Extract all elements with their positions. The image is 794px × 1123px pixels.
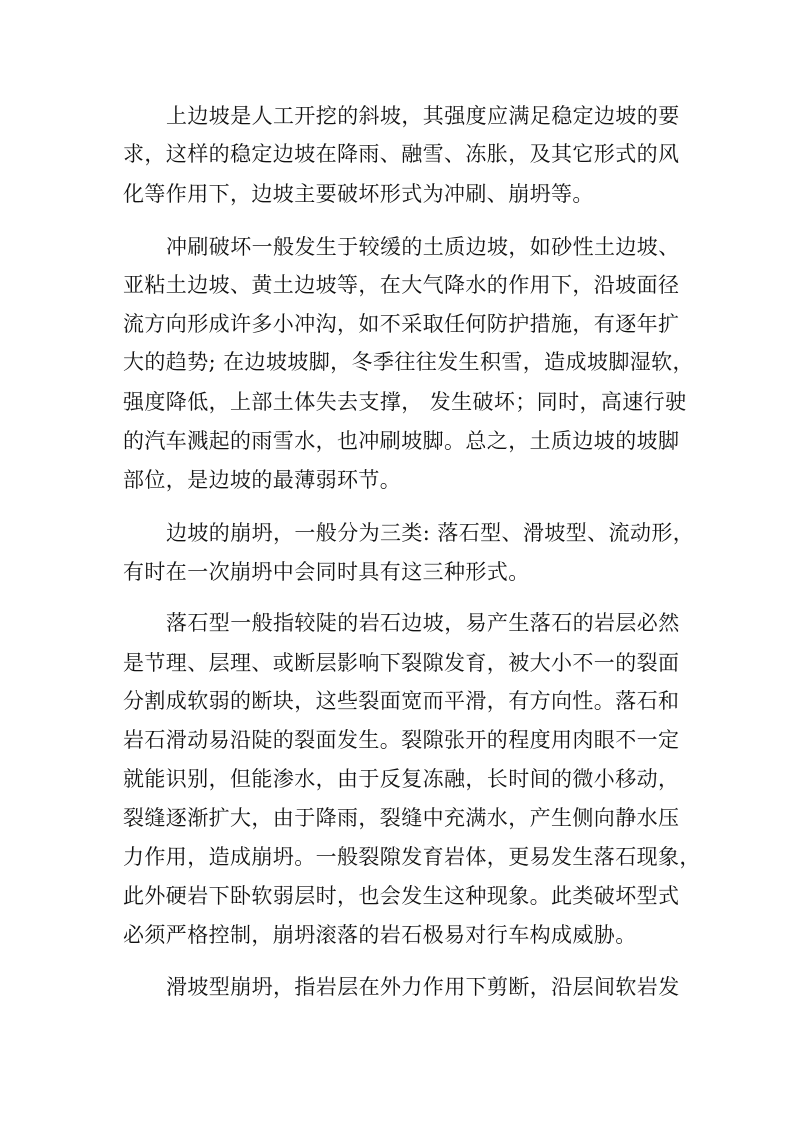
- text-line: 强度降低，上部土体失去支撑， 发生破坏；同时，高速行驶: [123, 390, 687, 414]
- text-line: 边坡的崩坍，一般分为三类: 落石型、滑坡型、流动形，: [166, 521, 695, 545]
- text-line: 化等作用下，边坡主要破坏形式为冲刷、崩坍等。: [123, 182, 594, 206]
- text-line: 求，这样的稳定边坡在降雨、融雪、冻胀，及其它形式的风: [123, 142, 680, 166]
- text-line: 落石型一般指较陡的岩石边坡，易产生落石的岩层必然: [166, 611, 680, 635]
- text-line: 此外硬岩下卧软弱层时，也会发生这种现象。此类破坏型式: [123, 884, 680, 908]
- text-line: 上边坡是人工开挖的斜坡，其强度应满足稳定边坡的要: [166, 104, 680, 128]
- text-line: 裂缝逐渐扩大，由于降雨，裂缝中充满水，产生侧向静水压: [123, 806, 680, 830]
- text-line: 力作用，造成崩坍。一般裂隙发育岩体，更易发生落石现象，: [123, 845, 701, 869]
- text-line: 的汽车溅起的雨雪水，也冲刷坡脚。总之，土质边坡的坡脚: [123, 429, 680, 453]
- text-line: 部位，是边坡的最薄弱环节。: [123, 468, 402, 492]
- text-line: 流方向形成许多小冲沟，如不采取任何防护措施，有逐年扩: [123, 312, 680, 336]
- text-line: 是节理、层理、或断层影响下裂隙发育，被大小不一的裂面: [123, 651, 680, 675]
- text-line: 滑坡型崩坍，指岩层在外力作用下剪断，沿层间软岩发: [166, 975, 680, 999]
- text-line: 亚粘土边坡、黄土边坡等，在大气降水的作用下，沿坡面径: [123, 273, 680, 297]
- text-line: 大的趋势; 在边坡坡脚，冬季往往发生积雪，造成坡脚湿软，: [123, 350, 694, 374]
- text-line: 岩石滑动易沿陡的裂面发生。裂隙张开的程度用肉眼不一定: [123, 728, 680, 752]
- text-line: 就能识别，但能渗水，由于反复冻融，长时间的微小移动，: [123, 767, 680, 791]
- text-line: 冲刷破坏一般发生于较缓的土质边坡，如砂性土边坡、: [166, 235, 680, 259]
- text-line: 分割成软弱的断块，这些裂面宽而平滑，有方向性。落石和: [123, 689, 680, 713]
- text-line: 必须严格控制，崩坍滚落的岩石极易对行车构成威胁。: [123, 923, 637, 947]
- text-line: 有时在一次崩坍中会同时具有这三种形式。: [123, 560, 530, 584]
